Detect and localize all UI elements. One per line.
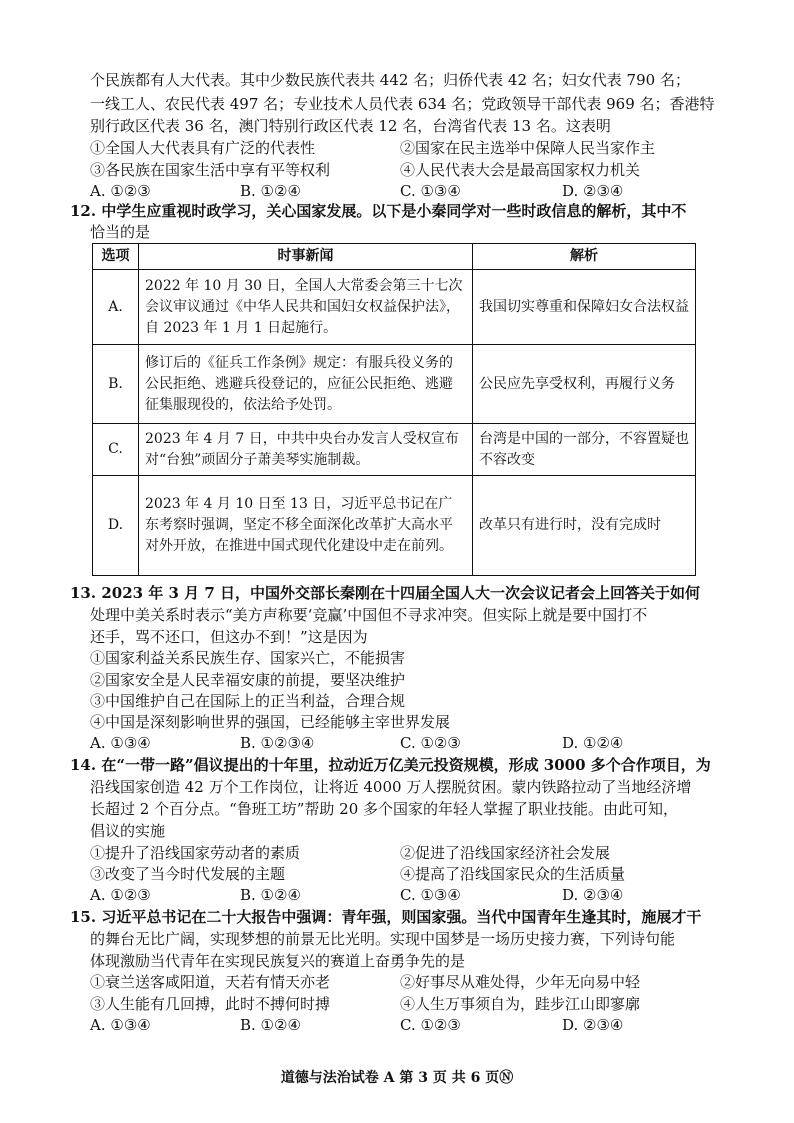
- q14-item-4: ④提高了沿线国家民众的生活质量: [400, 865, 626, 883]
- row-news: 2023 年 4 月 7 日，中共中央台办发言人受权宣布对“台独”顽固分子萧美琴实施制裁。: [139, 424, 473, 476]
- q12-stem-line-2: 恰当的是: [90, 223, 151, 241]
- q14-item-1: ①提升了沿线国家劳动者的素质: [90, 844, 301, 862]
- row-label: A.: [93, 270, 139, 345]
- page-footer: 道德与法治试卷 A 第 3 页 共 6 页Ⓝ: [280, 1070, 514, 1086]
- header-option: 选项: [93, 244, 139, 270]
- q14-item-2: ②促进了沿线国家经济社会发展: [400, 844, 611, 862]
- q14-choice-a: A. ①②③: [90, 886, 151, 904]
- q14-stem-line-4: 倡议的实施: [90, 822, 166, 840]
- q15-item-1: ①衰兰送客咸阳道，天若有情天亦老: [90, 973, 331, 991]
- q12-stem-line-1: 12. 中学生应重视时政学习，关心国家发展。以下是小秦同学对一些时政信息的解析，其中不: [70, 202, 687, 220]
- q11-item-4: ④人民代表大会是最高国家权力机关: [400, 161, 641, 179]
- row-news: 2023 年 4 月 10 日至 13 日，习近平总书记在广东考察时强调，坚定不移全面深化改革扩大高水平对外开放，在推进中国式现代化建设中走在前列。: [139, 476, 473, 576]
- q14-choice-b: B. ①②④: [240, 886, 301, 904]
- row-label: D.: [93, 476, 139, 576]
- q11-line-2: 一线工人、农民代表 497 名；专业技术人员代表 634 名；党政领导干部代表 969 名；香港特: [90, 95, 715, 113]
- q15-choice-c: C. ①②③: [400, 1016, 461, 1034]
- table-row: [93, 345, 696, 424]
- table-header-row: [93, 244, 696, 270]
- q13-stem-line-1: 13. 2023 年 3 月 7 日，中国外交部长秦刚在十四届全国人大一次会议记者会上回答关于如何: [70, 584, 701, 602]
- q15-item-2: ②好事尽从难处得，少年无向易中轻: [400, 973, 641, 991]
- q13-choice-a: A. ①③④: [90, 734, 151, 752]
- news-analysis-table: [92, 243, 696, 576]
- q13-stem-line-3: 还手，骂不还口，但这办不到！”这是因为: [90, 628, 368, 646]
- q15-stem-line-2: 的舞台无比广阔，实现梦想的前景无比光明。实现中国梦是一场历史接力赛，下列诗句能: [90, 930, 676, 948]
- q11-item-3: ③各民族在国家生活中享有平等权利: [90, 161, 331, 179]
- q13-stem-line-2: 处理中美关系时表示“美方声称要‘竞赢’中国但不寻求冲突。但实际上就是要中国打不: [90, 606, 648, 624]
- q15-item-3: ③人生能有几回搏，此时不搏何时搏: [90, 995, 331, 1013]
- row-news: 2022 年 10 月 30 日，全国人大常委会第三十七次会议审议通过《中华人民共和国妇女权益保护法》，自 2023 年 1 月 1 日起施行。: [139, 270, 473, 345]
- q11-line-3: 别行政区代表 36 名，澳门特别行政区代表 12 名，台湾省代表 13 名。这表明: [90, 117, 611, 135]
- q15-choice-a: A. ①③④: [90, 1016, 151, 1034]
- q13-item-1: ①国家利益关系民族生存、国家兴亡，不能损害: [90, 649, 406, 667]
- q11-choice-d: D. ②③④: [562, 182, 624, 200]
- q13-item-2: ②国家安全是人民幸福安康的前提，要坚决维护: [90, 671, 406, 689]
- row-label: C.: [93, 424, 139, 476]
- header-analysis: 解析: [473, 244, 696, 270]
- q14-stem-line-2: 沿线国家创造 42 万个工作岗位，让将近 4000 万人摆脱贫困。蒙内铁路拉动了当地经济增: [90, 778, 692, 796]
- q15-stem-line-3: 体现激励当代青年在实现民族复兴的赛道上奋勇争先的是: [90, 952, 466, 970]
- row-analysis: 台湾是中国的一部分，不容置疑也不容改变: [473, 424, 696, 476]
- q14-stem-line-1: 14. 在“一带一路”倡议提出的十年里，拉动近万亿美元投资规模，形成 3000 多个合作项目，为: [70, 756, 711, 774]
- row-analysis: 公民应先享受权利，再履行义务: [473, 345, 696, 424]
- q11-line-1: 个民族都有人大代表。其中少数民族代表共 442 名；归侨代表 42 名；妇女代表 790 名；: [90, 71, 690, 89]
- q14-choice-c: C. ①③④: [400, 886, 461, 904]
- row-label: B.: [93, 345, 139, 424]
- q11-item-1: ①全国人大代表具有广泛的代表性: [90, 139, 316, 157]
- q13-choice-c: C. ①②③: [400, 734, 461, 752]
- table-row: [93, 424, 696, 476]
- table-row: [93, 476, 696, 576]
- q13-item-4: ④中国是深刻影响世界的强国，已经能够主宰世界发展: [90, 713, 451, 731]
- q11-item-2: ②国家在民主选举中保障人民当家作主: [400, 139, 656, 157]
- q14-item-3: ③改变了当今时代发展的主题: [90, 865, 286, 883]
- q14-choice-d: D. ②③④: [562, 886, 624, 904]
- q15-stem-line-1: 15. 习近平总书记在二十大报告中强调：青年强，则国家强。当代中国青年生逢其时，施展才干: [70, 908, 702, 926]
- row-news: 修订后的《征兵工作条例》规定：有服兵役义务的公民拒绝、逃避兵役登记的，应征公民拒绝、逃避征集服现役的，依法给予处罚。: [139, 345, 473, 424]
- q15-choice-d: D. ②③④: [562, 1016, 624, 1034]
- q14-stem-line-3: 长超过 2 个百分点。“鲁班工坊”帮助 20 多个国家的年轻人掌握了职业技能。由此可知，: [90, 800, 679, 818]
- row-analysis: 改革只有进行时，没有完成时: [473, 476, 696, 576]
- table-row: [93, 270, 696, 345]
- q11-choice-b: B. ①②④: [240, 182, 301, 200]
- header-news: 时事新闻: [139, 244, 473, 270]
- row-analysis: 我国切实尊重和保障妇女合法权益: [473, 270, 696, 345]
- q11-choice-a: A. ①②③: [90, 182, 151, 200]
- q15-item-4: ④人生万事须自为，跬步江山即寥廓: [400, 995, 641, 1013]
- q11-choice-c: C. ①③④: [400, 182, 461, 200]
- q13-item-3: ③中国维护自己在国际上的正当利益，合理合规: [90, 692, 406, 710]
- q13-choice-b: B. ①②③④: [240, 734, 315, 752]
- q15-choice-b: B. ①②④: [240, 1016, 301, 1034]
- q13-choice-d: D. ①②④: [562, 734, 624, 752]
